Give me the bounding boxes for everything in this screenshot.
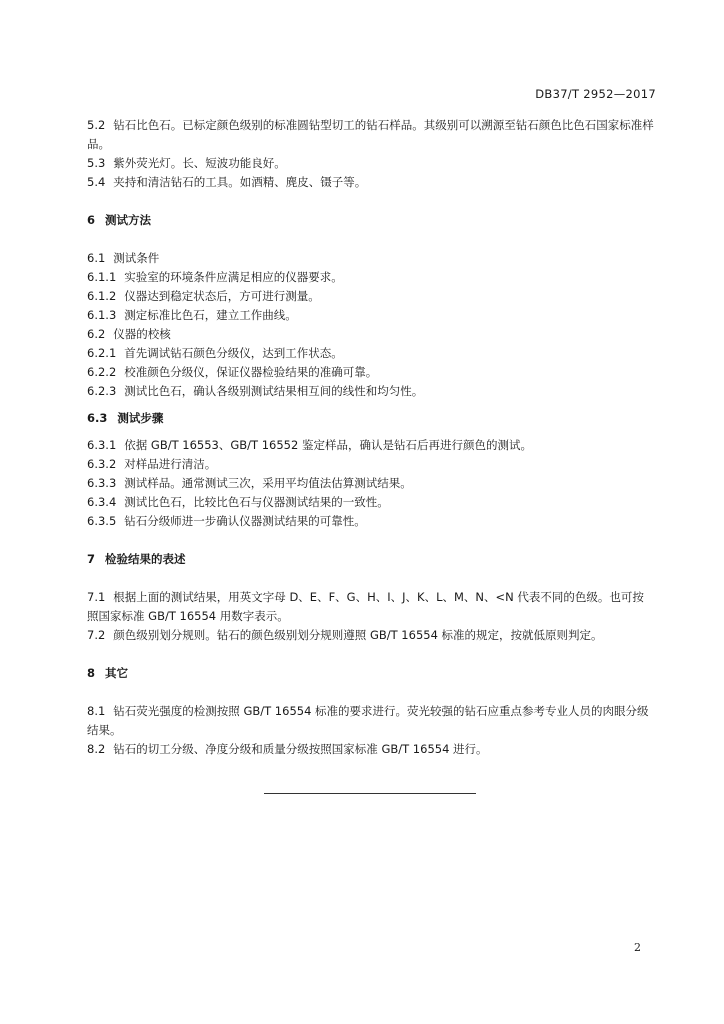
clause-6-3-1: 6.3.1 依据 GB/T 16553、GB/T 16552 鉴定样品，确认是钻石后再进行颜色的测试。	[87, 438, 532, 452]
clause-6-3-2: 6.3.2 对样品进行清洁。	[87, 457, 217, 471]
clause-5-3: 5.3 紫外荧光灯。长、短波功能良好。	[87, 156, 286, 170]
clause-6-3-3: 6.3.3 测试样品。通常测试三次，采用平均值法估算测试结果。	[87, 476, 412, 490]
clause-6-2: 6.2 仪器的校核	[87, 327, 171, 341]
clause-6-1-1: 6.1.1 实验室的环境条件应满足相应的仪器要求。	[87, 270, 343, 284]
document-body	[87, 116, 655, 759]
clause-5-2: 5.2 钻石比色石。已标定颜色级别的标准圆钻型切工的钻石样品。其级别可以溯源至钻石颜色比色石国家标准样品。	[87, 118, 654, 151]
section-8-heading: 8 其它	[87, 666, 129, 680]
section-6-3-heading: 6.3 测试步骤	[87, 411, 164, 425]
clause-6-3-4: 6.3.4 测试比色石，比较比色石与仪器测试结果的一致性。	[87, 495, 389, 509]
clause-6-2-2: 6.2.2 校准颜色分级仪，保证仪器检验结果的准确可靠。	[87, 365, 378, 379]
end-of-document-rule	[264, 793, 476, 794]
clause-6-1-3: 6.1.3 测定标准比色石，建立工作曲线。	[87, 308, 297, 322]
page-number: 2	[634, 941, 641, 954]
clause-6-2-1: 6.2.1 首先调试钻石颜色分级仪，达到工作状态。	[87, 346, 343, 360]
clause-8-1: 8.1 钻石荧光强度的检测按照 GB/T 16554 标准的要求进行。荧光较强的钻石应重点参考专业人员的肉眼分级结果。	[87, 704, 649, 737]
clause-6-2-3: 6.2.3 测试比色石，确认各级别测试结果相互间的线性和均匀性。	[87, 384, 424, 398]
clause-6-3-5: 6.3.5 钻石分级师进一步确认仪器测试结果的可靠性。	[87, 514, 366, 528]
clause-5-4: 5.4 夹持和清洁钻石的工具。如酒精、麂皮、镊子等。	[87, 175, 367, 189]
clause-7-2: 7.2 颜色级别划分规则。钻石的颜色级别划分规则遵照 GB/T 16554 标准的规定，按就低原则判定。	[87, 628, 603, 642]
clause-8-2: 8.2 钻石的切工分级、净度分级和质量分级按照国家标准 GB/T 16554 进行。	[87, 742, 488, 756]
clause-7-1: 7.1 根据上面的测试结果，用英文字母 D、E、F、G、H、I、J、K、L、M、N、<N 代表不同的色级。也可按照国家标准 GB/T 16554 用数字表示。	[87, 590, 644, 623]
clause-6-1-2: 6.1.2 仪器达到稳定状态后，方可进行测量。	[87, 289, 320, 303]
clause-6-1: 6.1 测试条件	[87, 251, 160, 265]
standard-number: DB37/T 2952—2017	[535, 87, 656, 101]
section-7-heading: 7 检验结果的表述	[87, 552, 186, 566]
section-6-heading: 6 测试方法	[87, 213, 152, 227]
